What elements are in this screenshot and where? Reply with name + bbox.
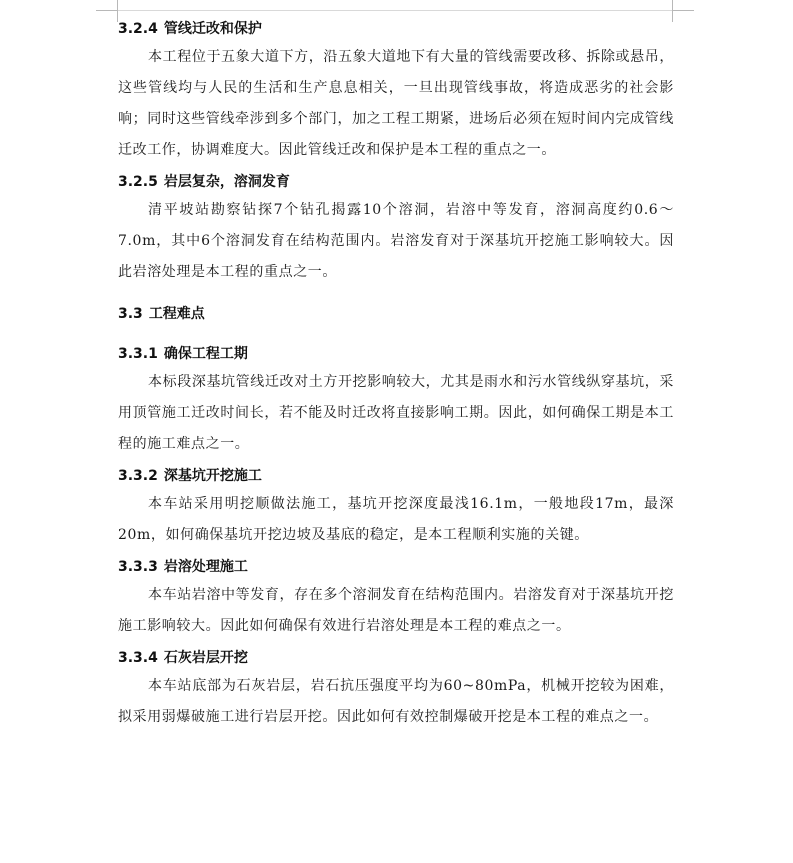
section-title: 石灰岩层开挖 [163, 650, 248, 666]
section-number: 3.3.2 [118, 468, 158, 484]
section-number: 3.2.5 [118, 174, 158, 190]
page-top-margin-line [118, 10, 672, 11]
section-paragraph: 本车站底部为石灰岩层，岩石抗压强度平均为60~80mPa，机械开挖较为困难，拟采用弱爆破施工进行岩层开挖。因此如何有效控制爆破开挖是本工程的难点之一。 [118, 678, 674, 725]
section-heading [118, 19, 674, 39]
section-title: 工程难点 [148, 306, 205, 322]
section-number: 3.3.3 [118, 559, 158, 575]
section-paragraph: 清平坡站勘察钻探7个钻孔揭露10个溶洞，岩溶中等发育，溶洞高度约0.6～7.0m，其中6个溶洞发育在结构范围内。岩溶发育对于深基坑开挖施工影响较大。因此岩溶处理是本工程的重点之一。 [118, 202, 674, 280]
section-title: 深基坑开挖施工 [163, 468, 262, 484]
section-title: 管线迁改和保护 [163, 21, 262, 37]
section-number: 3.3 [118, 306, 143, 322]
section-3-3 [118, 304, 674, 324]
section-heading [118, 304, 674, 324]
crop-mark-top-left-horizontal [96, 10, 118, 11]
section-heading [118, 557, 674, 577]
section-heading [118, 648, 674, 668]
section-3-3-3 [118, 557, 674, 642]
section-3-3-4 [118, 648, 674, 733]
section-title: 岩层复杂，溶洞发育 [163, 174, 290, 190]
section-paragraph: 本车站采用明挖顺做法施工，基坑开挖深度最浅16.1m，一般地段17m，最深20m，如何确保基坑开挖边坡及基底的稳定，是本工程顺利实施的关键。 [118, 496, 674, 543]
section-title: 岩溶处理施工 [163, 559, 248, 575]
document-body [118, 19, 674, 733]
section-paragraph: 本工程位于五象大道下方，沿五象大道地下有大量的管线需要改移、拆除或悬吊，这些管线均与人民的生活和生产息息相关，一旦出现管线事故，将造成恶劣的社会影响；同时这些管线牵涉到多个部门，加之工程工期紧，进场后必须在短时间内完成管线迁改工作，协调难度大。因此管线迁改和保护是本工程的重点之一。 [118, 49, 674, 158]
section-number: 3.3.1 [118, 346, 158, 362]
section-heading [118, 466, 674, 486]
section-heading [118, 344, 674, 364]
section-number: 3.3.4 [118, 650, 158, 666]
section-3-2-4 [118, 19, 674, 166]
section-paragraph: 本车站岩溶中等发育，存在多个溶洞发育在结构范围内。岩溶发育对于深基坑开挖施工影响较大。因此如何确保有效进行岩溶处理是本工程的难点之一。 [118, 587, 674, 634]
crop-mark-top-right-horizontal [672, 10, 694, 11]
section-3-3-1 [118, 344, 674, 460]
section-3-2-5 [118, 172, 674, 288]
section-number: 3.2.4 [118, 21, 158, 37]
section-3-3-2 [118, 466, 674, 551]
section-heading [118, 172, 674, 192]
section-title: 确保工程工期 [163, 346, 248, 362]
section-paragraph: 本标段深基坑管线迁改对土方开挖影响较大，尤其是雨水和污水管线纵穿基坑，采用顶管施工迁改时间长，若不能及时迁改将直接影响工期。因此，如何确保工期是本工程的施工难点之一。 [118, 374, 674, 452]
